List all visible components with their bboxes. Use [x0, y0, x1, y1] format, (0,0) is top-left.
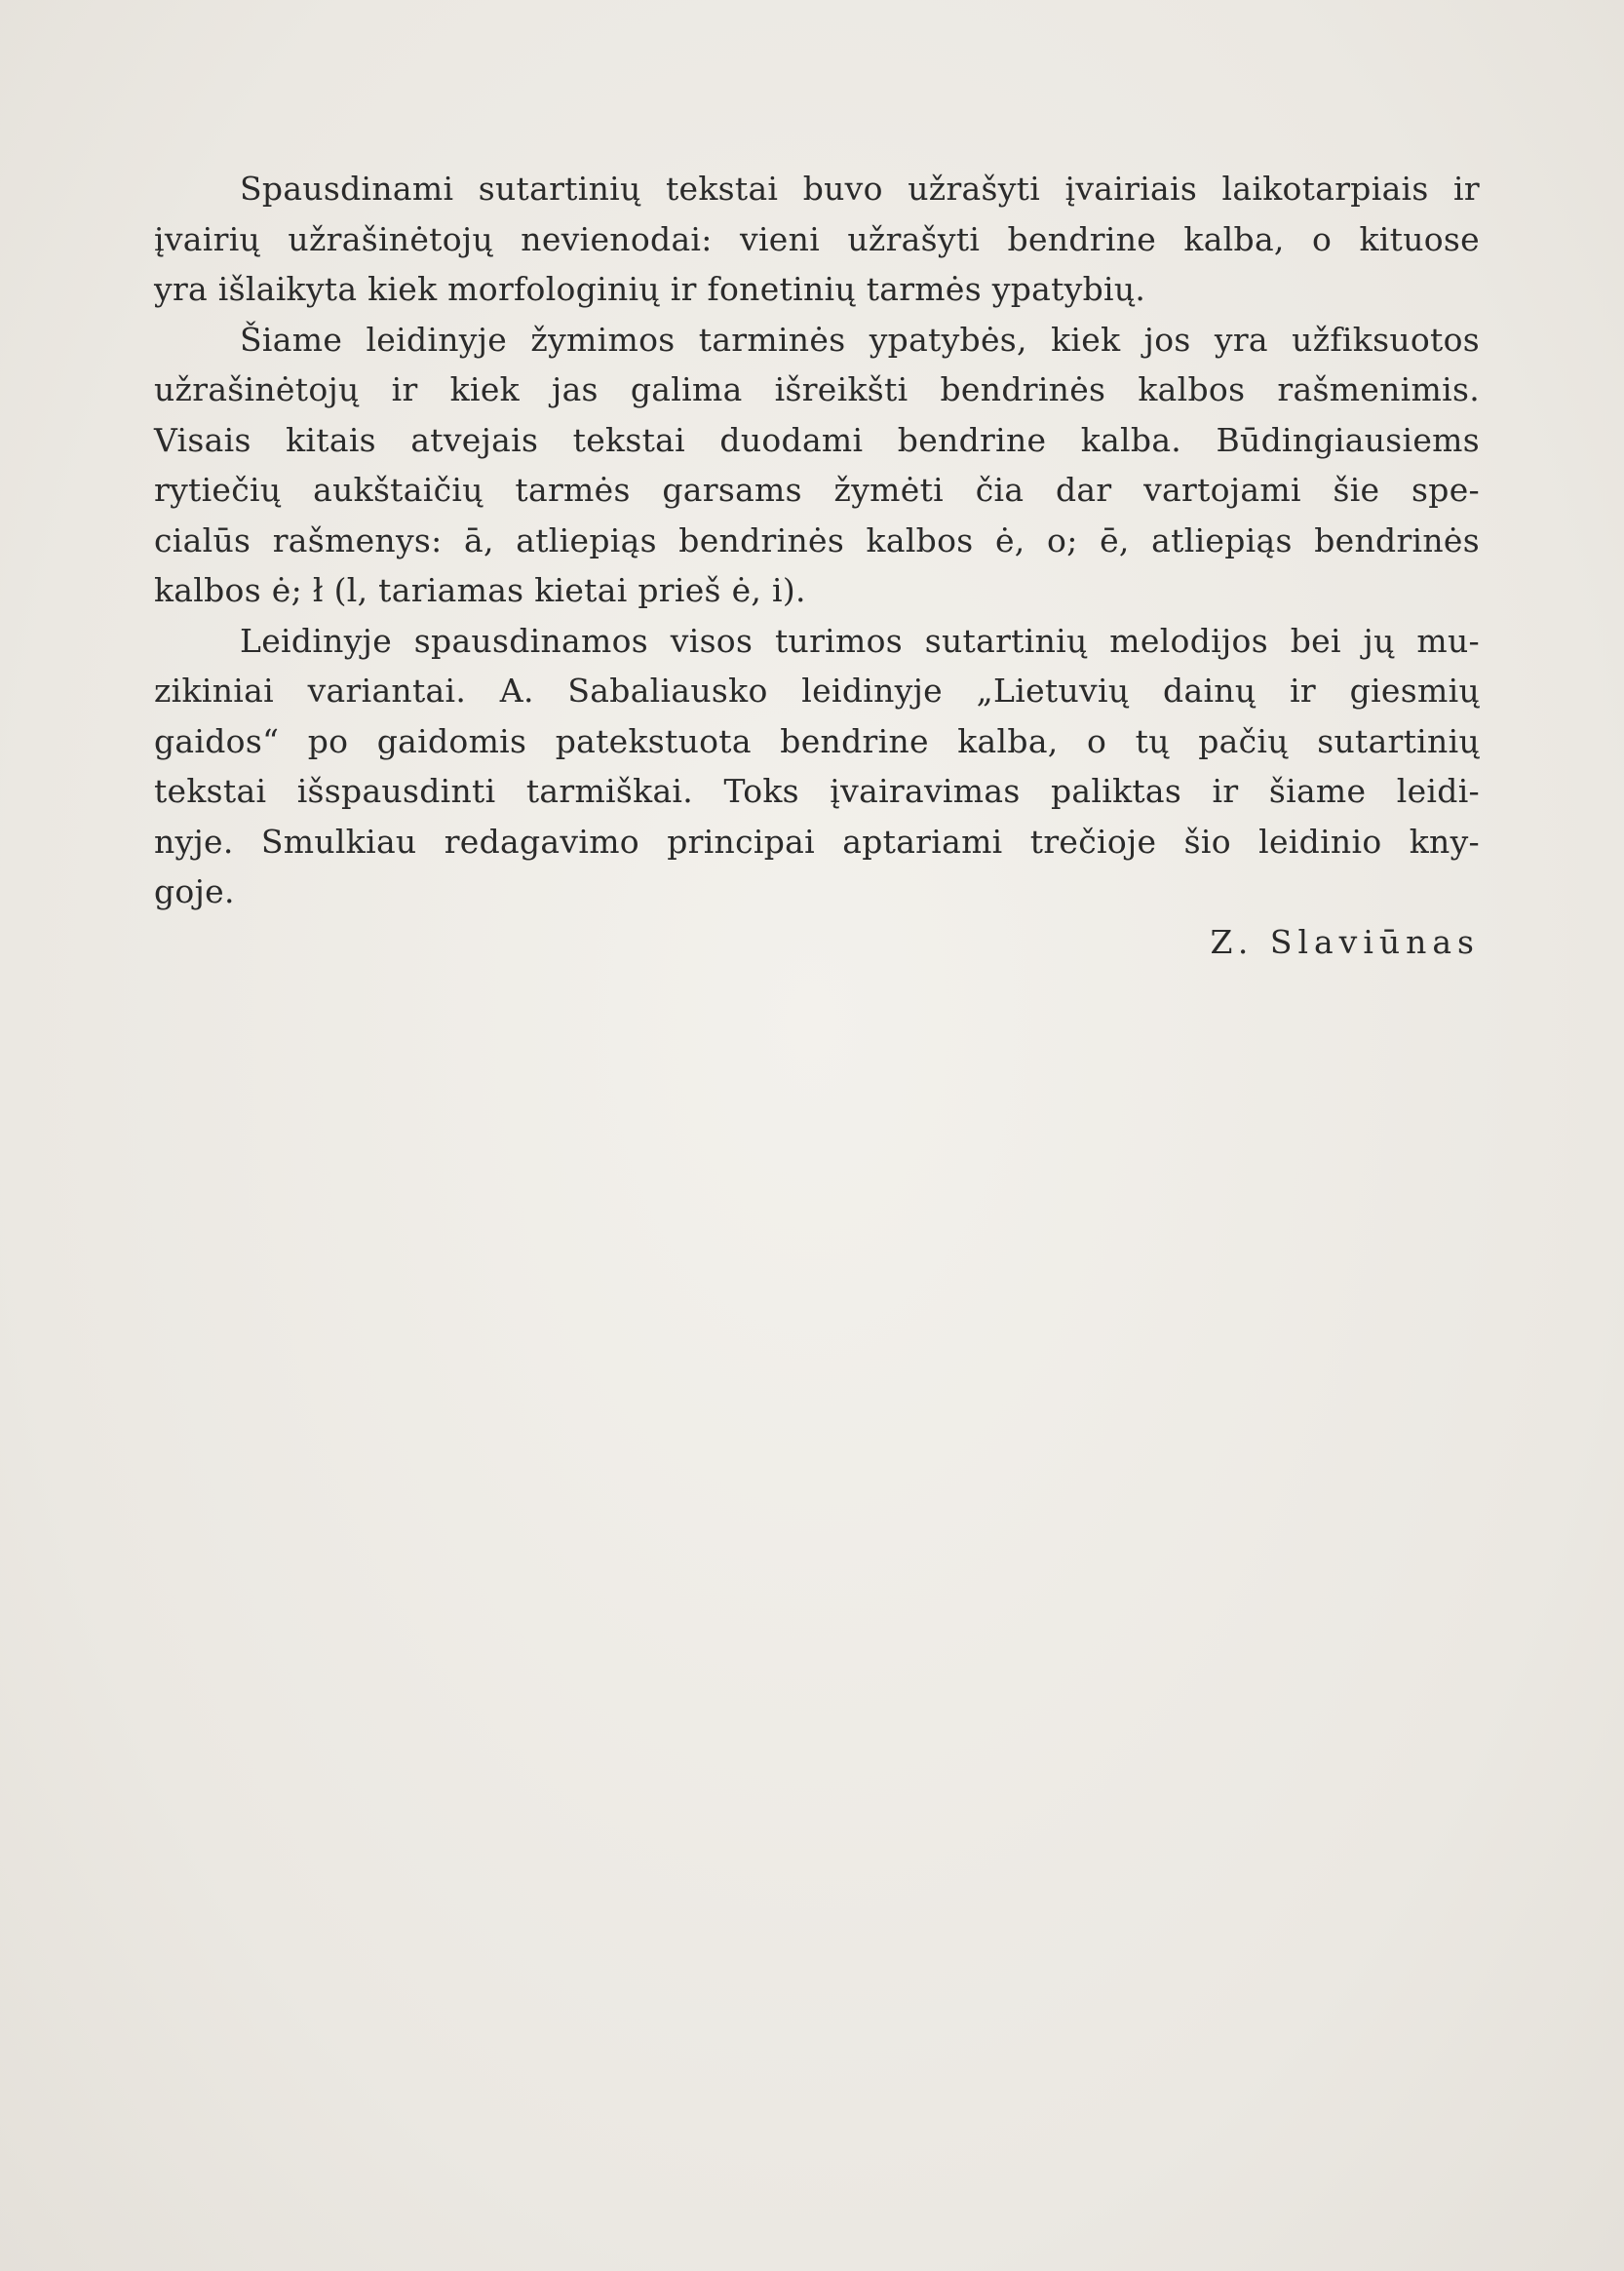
text-line: Leidinyje spausdinamos visos turimos sutartinių melodijos bei jų mu- — [240, 621, 1480, 660]
text-line: Visais kitais atvejais tekstai duodami bendrine kalba. Būdingiausiems — [154, 420, 1480, 459]
text-line: Spausdinami sutartinių tekstai buvo užrašyti įvairiais laikotarpiais ir — [240, 170, 1480, 208]
text-line: cialūs rašmenys: ā, atliepiąs bendrinės kalbos ė, o; ē, atliepiąs bendrinės — [154, 520, 1480, 559]
paragraph-2 — [154, 315, 1480, 616]
text-line: įvairių užrašinėtojų nevienodai: vieni užrašyti bendrine kalba, o kituose — [154, 219, 1480, 258]
text-line: goje. — [154, 872, 235, 910]
text-line: Šiame leidinyje žymimos tarminės ypatybės, kiek jos yra užfiksuotos — [240, 320, 1480, 359]
author-signature: Z. Slaviūnas — [1210, 922, 1480, 961]
text-line: nyje. Smulkiau redagavimo principai aptariami trečioje šio leidinio kny- — [154, 822, 1480, 861]
text-line: kalbos ė; ł (l, tariamas kietai prieš ė, i). — [154, 571, 806, 609]
text-line: rytiečių aukštaičių tarmės garsams žymėti čia dar vartojami šie spe- — [154, 471, 1480, 509]
text-line: tekstai išspausdinti tarmiškai. Toks įvairavimas paliktas ir šiame leidi- — [154, 772, 1480, 810]
text-line: yra išlaikyta kiek morfologinių ir fonetinių tarmės ypatybių. — [154, 270, 1146, 308]
paragraph-3 — [154, 616, 1480, 917]
text-line: užrašinėtojų ir kiek jas galima išreikšti bendrinės kalbos rašmenimis. — [154, 370, 1480, 408]
paragraph-1 — [154, 164, 1480, 315]
text-line: gaidos“ po gaidomis patekstuota bendrine kalba, o tų pačių sutartinių — [154, 721, 1480, 760]
text-line: zikiniai variantai. A. Sabaliausko leidinyje „Lietuvių dainų ir giesmių — [154, 672, 1480, 710]
body-text — [154, 164, 1480, 967]
